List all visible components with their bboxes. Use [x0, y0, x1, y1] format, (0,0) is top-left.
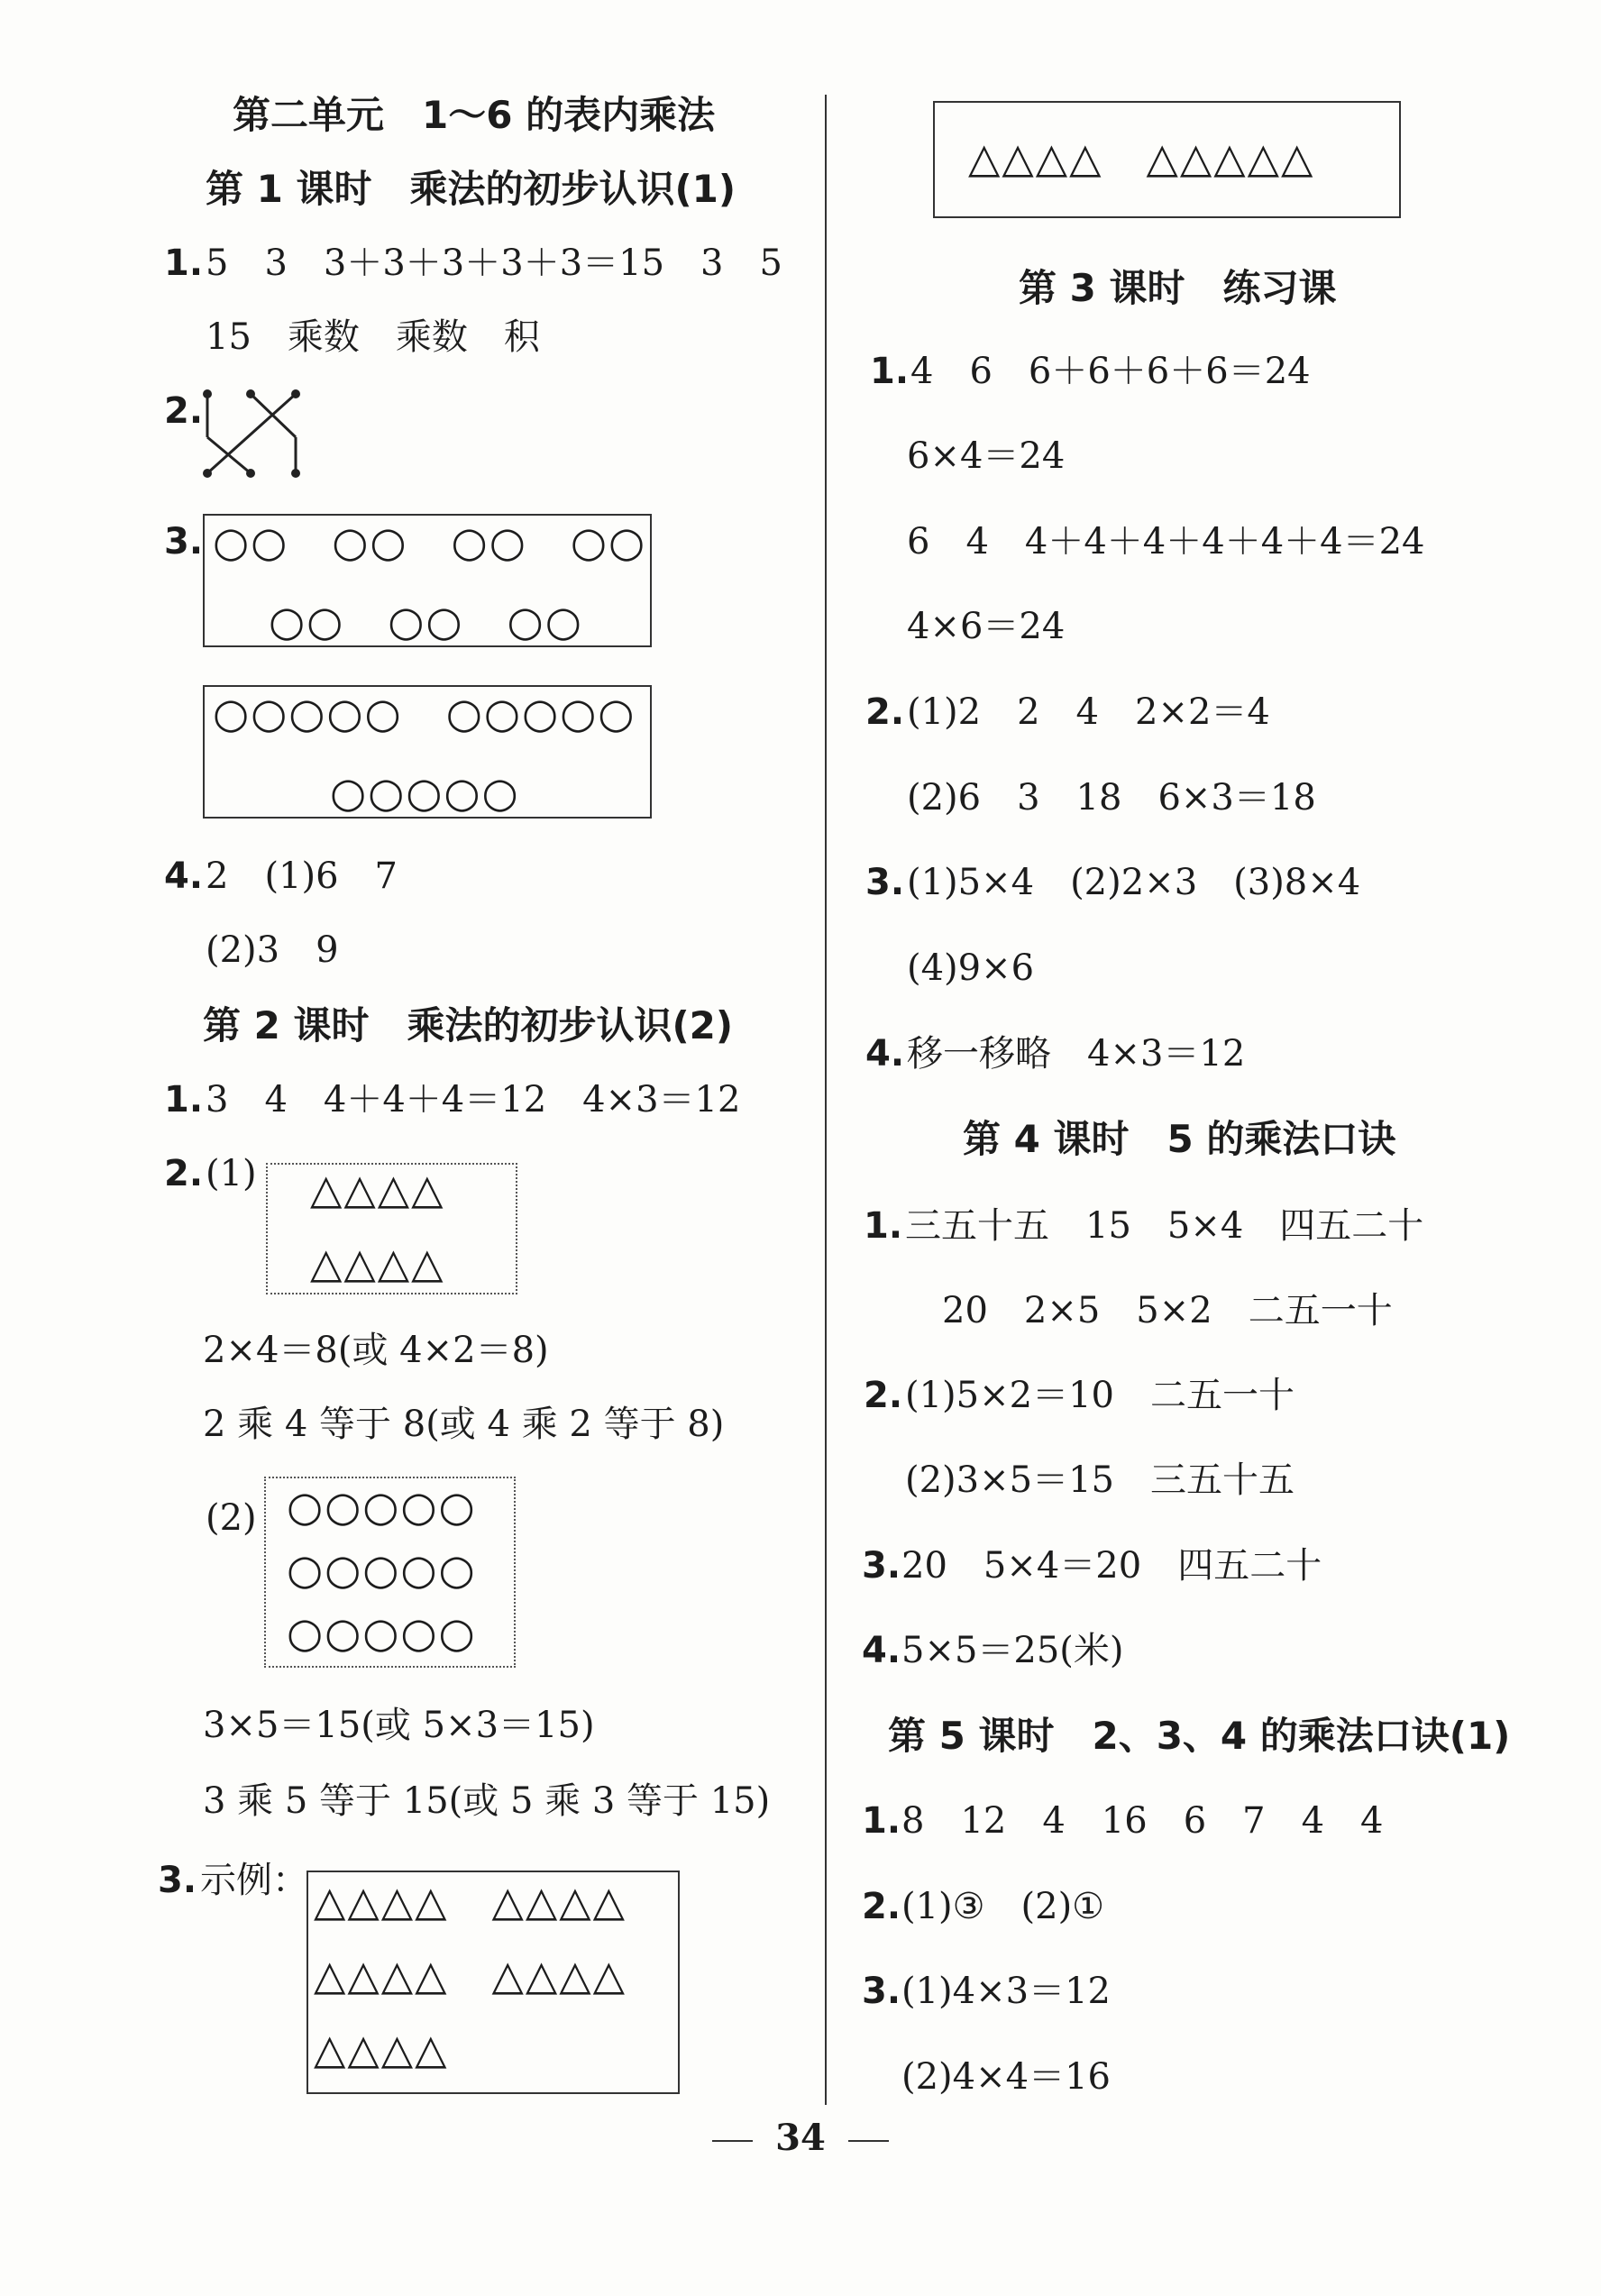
answer-line: (2)4×4＝16 [901, 2056, 1111, 2098]
triangle-row: △△△△ △△△△ [314, 1951, 627, 1999]
answer-line: (4)9×6 [907, 947, 1035, 989]
lesson-4-title: 第 4 课时 5 的乘法口诀 [963, 1117, 1396, 1161]
circle-row: ○○ ○○ ○○ [269, 597, 583, 645]
page-footer [0, 2117, 1601, 2159]
lesson-3-title: 第 3 课时 练习课 [1019, 266, 1337, 310]
answer-line: 2 乘 4 等于 8(或 4 乘 2 等于 8) [203, 1404, 725, 1445]
column-divider [825, 95, 827, 2105]
question-number: 2. [164, 1153, 204, 1194]
question-number: 2. [862, 1886, 901, 1927]
answer-line: (1)5×2＝10 二五一十 [905, 1375, 1295, 1416]
lesson-5-title: 第 5 课时 2、3、4 的乘法口诀(1) [888, 1714, 1511, 1758]
answer-line: 15 乘数 乘数 积 [206, 316, 540, 358]
question-number: 4. [865, 1033, 905, 1075]
question-number: 1. [862, 1800, 901, 1842]
answer-line: 20 2×5 5×2 二五一十 [942, 1290, 1393, 1331]
answer-line: 4 6 6＋6＋6＋6＝24 [910, 351, 1311, 392]
answer-line: 5 3 3＋3＋3＋3＋3＝15 3 5 [206, 242, 782, 284]
question-number: 1. [164, 242, 204, 284]
question-number: 1. [864, 1205, 903, 1247]
answer-line: 3 4 4＋4＋4＝12 4×3＝12 [206, 1079, 741, 1121]
question-number: 2. [864, 1375, 903, 1416]
question-number: 3. [865, 862, 905, 903]
answer-line: 2 (1)6 7 [206, 855, 398, 897]
question-number: 4. [164, 855, 204, 897]
circle-row: ○○○○○ [330, 768, 520, 817]
answer-line: 移一移略 4×3＝12 [907, 1033, 1246, 1075]
circle-row: ○○○○○ [287, 1545, 477, 1594]
triangle-row: △△△△ △△△△ [314, 1877, 627, 1926]
answer-line: 4×6＝24 [907, 606, 1066, 647]
triangle-row: △△△△ △△△△△ [968, 133, 1315, 182]
answer-line: (1)2 2 4 2×2＝4 [907, 691, 1270, 733]
matching-lines-diagram [197, 383, 314, 487]
question-number: 3. [862, 1971, 901, 2012]
question-number: 1. [870, 351, 910, 392]
answer-line: (1)4×3＝12 [901, 1971, 1111, 2012]
answer-line: (1)5×4 (2)2×3 (3)8×4 [907, 862, 1361, 903]
circle-row: ○○○○○ [287, 1608, 477, 1657]
footer-dash [712, 2140, 753, 2142]
lesson-1-title: 第 1 课时 乘法的初步认识(1) [206, 167, 736, 211]
answer-line: (1)③ (2)① [901, 1886, 1105, 1927]
answer-line: 5×5＝25(米) [901, 1630, 1124, 1671]
answer-line: 3×5＝15(或 5×3＝15) [203, 1705, 595, 1746]
answer-line: 20 5×4＝20 四五二十 [901, 1545, 1322, 1587]
answer-line: (2)3 9 [206, 929, 339, 971]
answer-line: 三五十五 15 5×4 四五二十 [905, 1205, 1424, 1247]
unit-title: 第二单元 1～6 的表内乘法 [233, 93, 716, 137]
footer-dash [848, 2140, 889, 2142]
page-number: 34 [775, 2117, 826, 2159]
circle-row: ○○○○○ ○○○○○ [213, 689, 636, 737]
answer-line: 3 乘 5 等于 15(或 5 乘 3 等于 15) [203, 1780, 771, 1822]
answer-line: 6 4 4＋4＋4＋4＋4＋4＝24 [907, 521, 1425, 563]
question-number: 2. [164, 390, 204, 432]
question-number: 3. [862, 1545, 901, 1587]
circle-row: ○○○○○ [287, 1482, 477, 1531]
question-number: 4. [862, 1630, 901, 1671]
answer-line: 2×4＝8(或 4×2＝8) [203, 1330, 549, 1371]
triangle-row: △△△△ [310, 1239, 445, 1287]
lesson-2-title: 第 2 课时 乘法的初步认识(2) [203, 1003, 734, 1047]
answer-line: (2)3×5＝15 三五十五 [905, 1459, 1295, 1501]
answer-line: 8 12 4 16 6 7 4 4 [901, 1800, 1384, 1842]
answer-line: 6×4＝24 [907, 435, 1066, 477]
answer-line: (2)6 3 18 6×3＝18 [907, 777, 1316, 819]
question-number: 3. [158, 1860, 197, 1901]
question-number: 2. [865, 691, 905, 733]
question-number: 1. [164, 1079, 204, 1121]
question-number: 3. [164, 521, 204, 563]
example-label: 示例： [200, 1860, 308, 1901]
triangle-row: △△△△ [310, 1165, 445, 1213]
triangle-row: △△△△ [314, 2025, 449, 2073]
part-label: (2) [206, 1497, 257, 1539]
part-label: (1) [206, 1153, 257, 1194]
circle-row: ○○ ○○ ○○ ○○ [213, 517, 647, 566]
